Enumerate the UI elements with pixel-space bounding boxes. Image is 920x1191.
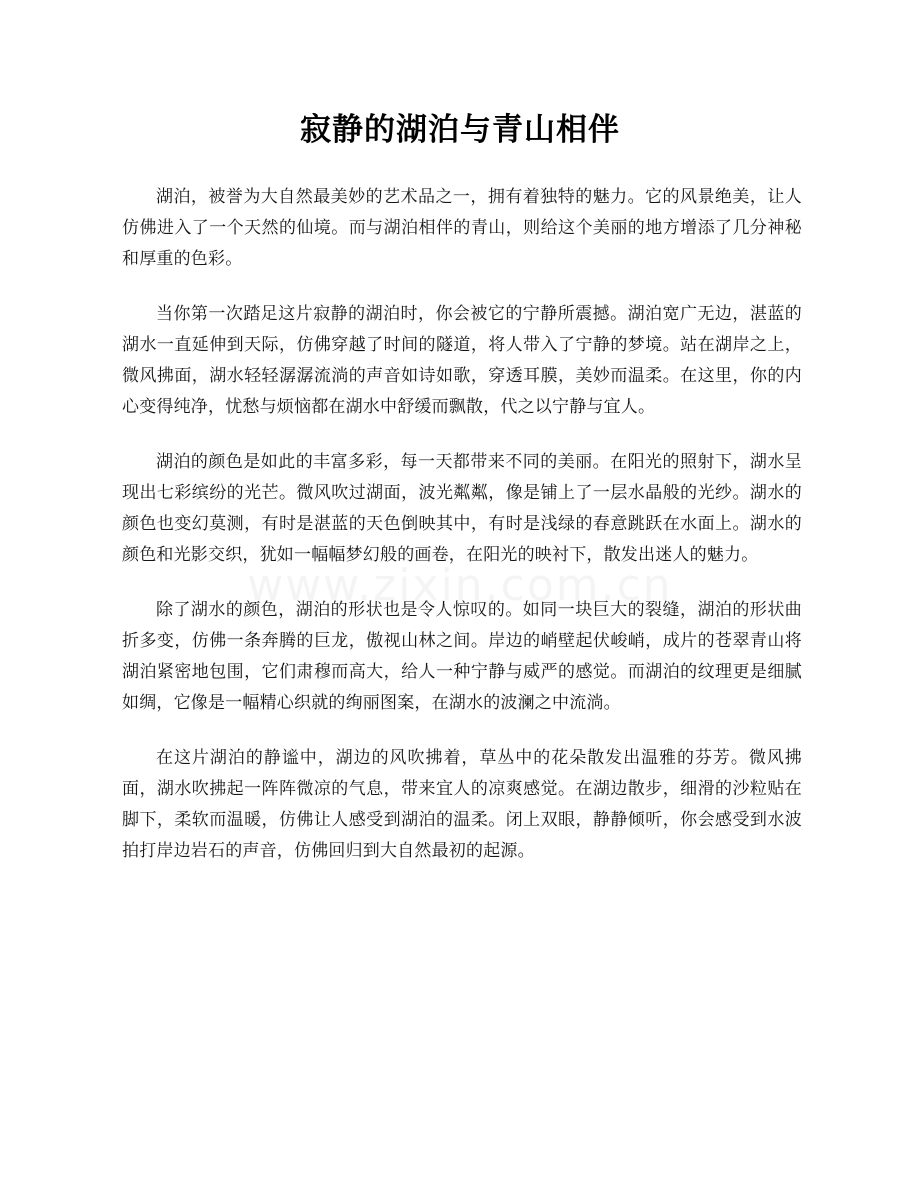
paragraph: 当你第一次踏足这片寂静的湖泊时，你会被它的宁静所震撼。湖泊宽广无边，湛蓝的湖水一直延伸到天际，仿佛穿越了时间的隧道，将人带入了宁静的梦境。站在湖岸之上，微风拂面，湖水轻轻潺潺流淌的声音如诗如歌，穿透耳膜，美妙而温柔。在这里，你的内心变得纯净，忧愁与烦恼都在湖水中舒缓而飘散，代之以宁静与宜人。 xyxy=(122,304,802,417)
document-body xyxy=(122,182,802,891)
paragraph: 除了湖水的颜色，湖泊的形状也是令人惊叹的。如同一块巨大的裂缝，湖泊的形状曲折多变，仿佛一条奔腾的巨龙，傲视山林之间。岸边的峭壁起伏峻峭，成片的苍翠青山将湖泊紧密地包围，它们肃穆而高大，给人一种宁静与威严的感觉。而湖泊的纹理更是细腻如绸，它像是一幅精心织就的绚丽图案，在湖水的波澜之中流淌。 xyxy=(122,600,802,713)
paragraph: 在这片湖泊的静谧中，湖边的风吹拂着，草丛中的花朵散发出温雅的芬芳。微风拂面，湖水吹拂起一阵阵微凉的气息，带来宜人的凉爽感觉。在湖边散步，细滑的沙粒贴在脚下，柔软而温暖，仿佛让人感受到湖泊的温柔。闭上双眼，静静倾听，你会感受到水波拍打岸边岩石的声音，仿佛回归到大自然最初的起源。 xyxy=(122,748,802,861)
document-title: 寂静的湖泊与青山相伴 xyxy=(300,112,620,148)
paragraph: 湖泊的颜色是如此的丰富多彩，每一天都带来不同的美丽。在阳光的照射下，湖水呈现出七彩缤纷的光芒。微风吹过湖面，波光粼粼，像是铺上了一层水晶般的光纱。湖水的颜色也变幻莫测，有时是湛蓝的天色倒映其中，有时是浅绿的春意跳跃在水面上。湖水的颜色和光影交织，犹如一幅幅梦幻般的画卷，在阳光的映衬下，散发出迷人的魅力。 xyxy=(122,452,802,565)
paragraph: 湖泊，被誉为大自然最美妙的艺术品之一，拥有着独特的魅力。它的风景绝美，让人仿佛进入了一个天然的仙境。而与湖泊相伴的青山，则给这个美丽的地方增添了几分神秘和厚重的色彩。 xyxy=(122,187,802,269)
